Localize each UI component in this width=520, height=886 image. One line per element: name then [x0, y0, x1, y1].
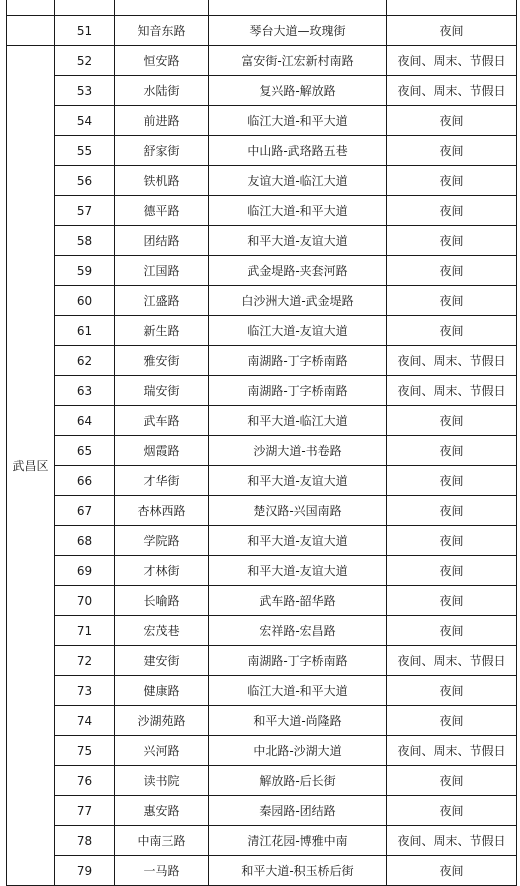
- time-period: 夜间: [387, 466, 517, 496]
- road-section: 友谊大道-临江大道: [209, 166, 387, 196]
- row-number: 68: [55, 526, 115, 556]
- road-section: 宏祥路-宏昌路: [209, 616, 387, 646]
- time-period: 夜间: [387, 256, 517, 286]
- road-name: 水陆街: [115, 76, 209, 106]
- table-row: [7, 46, 517, 76]
- road-name: 杏林西路: [115, 496, 209, 526]
- parking-road-table: [6, 0, 517, 886]
- road-section: 和平大道-积玉桥后街: [209, 856, 387, 886]
- table-row: [7, 76, 517, 106]
- time-period: 夜间、周末、节假日: [387, 826, 517, 856]
- road-name: 中南三路: [115, 826, 209, 856]
- time-period: 夜间: [387, 166, 517, 196]
- time-period: 夜间: [387, 616, 517, 646]
- road-section: 解放路-后长街: [209, 766, 387, 796]
- table-row: [7, 616, 517, 646]
- road-name: 江盛路: [115, 286, 209, 316]
- district-cell: [7, 16, 55, 46]
- road-name: 宏茂巷: [115, 616, 209, 646]
- road-section: 秦园路-团结路: [209, 796, 387, 826]
- row-number: 75: [55, 736, 115, 766]
- road-name: 建安街: [115, 646, 209, 676]
- road-name: 铁机路: [115, 166, 209, 196]
- road-section: 复兴路-解放路: [209, 76, 387, 106]
- table-row: [7, 796, 517, 826]
- road-name: 雅安街: [115, 346, 209, 376]
- road-section: 临江大道-和平大道: [209, 106, 387, 136]
- road-name: 德平路: [115, 196, 209, 226]
- road-name: [115, 0, 209, 16]
- row-number: 52: [55, 46, 115, 76]
- time-period: 夜间: [387, 796, 517, 826]
- table-row: [7, 16, 517, 46]
- road-section: 临江大道-和平大道: [209, 196, 387, 226]
- road-section: 和平大道-友谊大道: [209, 526, 387, 556]
- row-number: 73: [55, 676, 115, 706]
- time-period: 夜间: [387, 436, 517, 466]
- road-section: 富安街-江宏新村南路: [209, 46, 387, 76]
- table-row: [7, 286, 517, 316]
- road-name: 恒安路: [115, 46, 209, 76]
- time-period: 夜间: [387, 856, 517, 886]
- road-section: 和平大道-友谊大道: [209, 556, 387, 586]
- table-row: [7, 586, 517, 616]
- row-number: 63: [55, 376, 115, 406]
- road-section: 武金堤路-夹套河路: [209, 256, 387, 286]
- row-number: [55, 0, 115, 16]
- table-row: [7, 466, 517, 496]
- time-period: 夜间、周末、节假日: [387, 376, 517, 406]
- road-name: 烟霞路: [115, 436, 209, 466]
- row-number: 60: [55, 286, 115, 316]
- road-name: 新生路: [115, 316, 209, 346]
- table-row: [7, 556, 517, 586]
- table-row: [7, 136, 517, 166]
- road-name: 前进路: [115, 106, 209, 136]
- table-row: [7, 826, 517, 856]
- table-row: [7, 256, 517, 286]
- road-section: 和平大道-尚隆路: [209, 706, 387, 736]
- road-name: 学院路: [115, 526, 209, 556]
- time-period: [387, 0, 517, 16]
- table-row: [7, 526, 517, 556]
- table-row: [7, 346, 517, 376]
- time-period: 夜间: [387, 196, 517, 226]
- table-row: [7, 856, 517, 886]
- row-number: 53: [55, 76, 115, 106]
- table-row: [7, 106, 517, 136]
- time-period: 夜间: [387, 676, 517, 706]
- row-number: 65: [55, 436, 115, 466]
- time-period: 夜间: [387, 406, 517, 436]
- time-period: 夜间: [387, 316, 517, 346]
- table-row: [7, 436, 517, 466]
- row-number: 51: [55, 16, 115, 46]
- row-number: 59: [55, 256, 115, 286]
- road-section: 白沙洲大道-武金堤路: [209, 286, 387, 316]
- table-row: [7, 226, 517, 256]
- table-row: [7, 706, 517, 736]
- row-number: 79: [55, 856, 115, 886]
- table-row: [7, 196, 517, 226]
- time-period: 夜间: [387, 136, 517, 166]
- time-period: 夜间、周末、节假日: [387, 736, 517, 766]
- road-section: 琴台大道—玫瑰街: [209, 16, 387, 46]
- time-period: 夜间: [387, 556, 517, 586]
- row-number: 58: [55, 226, 115, 256]
- time-period: 夜间、周末、节假日: [387, 646, 517, 676]
- time-period: 夜间、周末、节假日: [387, 346, 517, 376]
- table-row: [7, 646, 517, 676]
- road-section: 临江大道-友谊大道: [209, 316, 387, 346]
- table-row: [7, 316, 517, 346]
- row-number: 76: [55, 766, 115, 796]
- road-section: 和平大道-临江大道: [209, 406, 387, 436]
- table-row: [7, 166, 517, 196]
- row-number: 67: [55, 496, 115, 526]
- road-section: 和平大道-友谊大道: [209, 466, 387, 496]
- road-name: 瑞安街: [115, 376, 209, 406]
- table-row: [7, 376, 517, 406]
- table-row: [7, 0, 517, 16]
- table-body: [7, 0, 517, 886]
- road-section: [209, 0, 387, 16]
- time-period: 夜间: [387, 586, 517, 616]
- road-section: 南湖路-丁字桥南路: [209, 346, 387, 376]
- row-number: 78: [55, 826, 115, 856]
- table-row: [7, 766, 517, 796]
- road-name: 惠安路: [115, 796, 209, 826]
- row-number: 66: [55, 466, 115, 496]
- time-period: 夜间、周末、节假日: [387, 76, 517, 106]
- road-section: 清江花园-博雅中南: [209, 826, 387, 856]
- road-section: 临江大道-和平大道: [209, 676, 387, 706]
- road-name: 才林街: [115, 556, 209, 586]
- road-name: 长喻路: [115, 586, 209, 616]
- row-number: 55: [55, 136, 115, 166]
- road-name: 江国路: [115, 256, 209, 286]
- road-name: 武车路: [115, 406, 209, 436]
- road-name: 健康路: [115, 676, 209, 706]
- road-section: 沙湖大道-书卷路: [209, 436, 387, 466]
- table-row: [7, 496, 517, 526]
- road-section: 中北路-沙湖大道: [209, 736, 387, 766]
- road-section: 中山路-武珞路五巷: [209, 136, 387, 166]
- road-name: 一马路: [115, 856, 209, 886]
- row-number: 77: [55, 796, 115, 826]
- road-name: 知音东路: [115, 16, 209, 46]
- time-period: 夜间: [387, 706, 517, 736]
- row-number: 57: [55, 196, 115, 226]
- time-period: 夜间: [387, 286, 517, 316]
- table-row: [7, 406, 517, 436]
- row-number: 71: [55, 616, 115, 646]
- time-period: 夜间: [387, 106, 517, 136]
- row-number: 64: [55, 406, 115, 436]
- district-cell: [7, 0, 55, 16]
- row-number: 70: [55, 586, 115, 616]
- road-section: 武车路-韶华路: [209, 586, 387, 616]
- row-number: 69: [55, 556, 115, 586]
- road-name: 沙湖苑路: [115, 706, 209, 736]
- road-name: 舒家街: [115, 136, 209, 166]
- district-name: 武昌区: [7, 46, 55, 886]
- table-row: [7, 736, 517, 766]
- time-period: 夜间、周末、节假日: [387, 46, 517, 76]
- road-name: 兴河路: [115, 736, 209, 766]
- row-number: 74: [55, 706, 115, 736]
- row-number: 72: [55, 646, 115, 676]
- row-number: 54: [55, 106, 115, 136]
- row-number: 56: [55, 166, 115, 196]
- time-period: 夜间: [387, 16, 517, 46]
- road-section: 和平大道-友谊大道: [209, 226, 387, 256]
- row-number: 62: [55, 346, 115, 376]
- time-period: 夜间: [387, 496, 517, 526]
- time-period: 夜间: [387, 526, 517, 556]
- road-section: 楚汉路-兴国南路: [209, 496, 387, 526]
- road-name: 才华街: [115, 466, 209, 496]
- road-name: 读书院: [115, 766, 209, 796]
- road-name: 团结路: [115, 226, 209, 256]
- road-section: 南湖路-丁字桥南路: [209, 646, 387, 676]
- road-section: 南湖路-丁字桥南路: [209, 376, 387, 406]
- row-number: 61: [55, 316, 115, 346]
- time-period: 夜间: [387, 226, 517, 256]
- time-period: 夜间: [387, 766, 517, 796]
- table-row: [7, 676, 517, 706]
